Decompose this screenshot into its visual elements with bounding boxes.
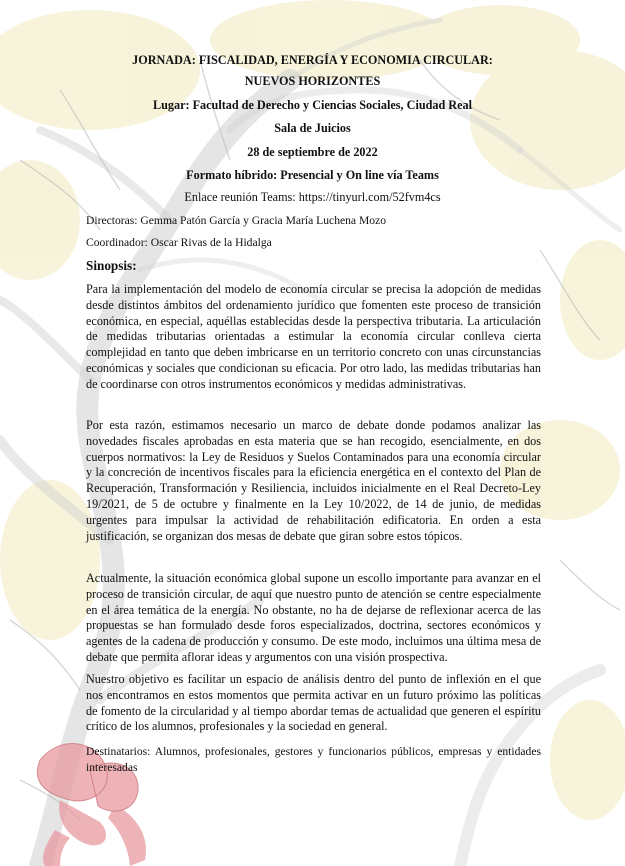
event-title-line2: NUEVOS HORIZONTES [244,74,381,88]
synopsis-paragraph-2: Por esta razón, estimamos necesario un marco de debate donde podamos analizar las novedades fiscales aprobadas en esta materia que se han recogido, esencialmente, en dos cuerpos normativos: la Ley de Residuos y Suelos Contaminados para una economía circular y la concreción de incentivos fiscales para la eficiencia energética en el contexto del Plan de Recuperación, Transformación y Resiliencia, incluidos inicialmente en el Real Decreto-Ley 19/2021, de 5 de octubre y finalmente en la Ley 10/2022, de 14 de junio, de medidas urgentes para impulsar la actividad de rehabilitación edificatoria. En orden a esta justificación, se organizan dos mesas de debate que giran sobre estos tópicos. [86,418,541,543]
event-title-line1: JORNADA: FISCALIDAD, ENERGÍA Y ECONOMIA CIRCULAR: [132,53,493,67]
event-room: Sala de Juicios [274,121,351,135]
directors-line: Directoras: Gemma Patón García y Gracia María Luchena Mozo [86,214,387,227]
synopsis-paragraph-3: Actualmente, la situación económica global supone un escollo importante para avanzar en el proceso de transición circular, de aquí que nuestro punto de atención se centre especialmente en el área temática de la energía. No obstante, no ha de dejarse de reflexionar acerca de las propuestas se han formulado desde foros especializados, doctrina, sectores económicos y agentes de la cadena de producción y consumo. De este modo, incluimos una última mesa de debate que permita aflorar ideas y argumentos con una visión prospectiva. [86,571,541,664]
synopsis-paragraph-1: Para la implementación del modelo de economía circular se precisa la adopción de medidas desde distintos ámbitos del ordenamiento jurídico que fomenten este proceso de transición económica, en especial, aquéllas establecidas desde la perspectiva tributaria. La articulación de medidas tributarias orientadas a estimular la economía circular conlleva cierta complejidad en tanto que deben imbricarse en un territorio concreto con unas circunstancias económicas y sociales que condicionan su eficacia. Por otro lado, las medidas tributarias han de coordinarse con otros instrumentos económicos y medidas administrativas. [86,282,541,391]
recipients-line: Destinatarios: Alumnos, profesionales, gestores y funcionarios públicos, empresas y entidades interesadas [86,745,541,774]
synopsis-heading: Sinopsis: [86,258,137,273]
event-venue: Lugar: Facultad de Derecho y Ciencias Sociales, Ciudad Real [152,98,472,112]
synopsis-paragraph-4: Nuestro objetivo es facilitar un espacio de análisis dentro del punto de inflexión en el que nos encontramos en estos momentos que permita activar en un futuro próximo las políticas de fomento de la circularidad y al tiempo abordar temas de actualidad que generen el espíritu crítico de los alumnos, profesionales y la sociedad en general. [86,672,541,734]
event-format: Formato híbrido: Presencial y On line vía Teams [186,168,439,182]
teams-link[interactable]: Enlace reunión Teams: https://tinyurl.com/52fvm4cs [184,190,441,204]
event-date: 28 de septiembre de 2022 [247,145,378,159]
coordinator-line: Coordinador: Oscar Rivas de la Hidalga [86,236,272,249]
